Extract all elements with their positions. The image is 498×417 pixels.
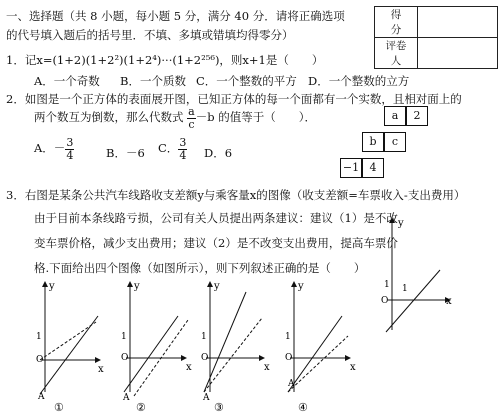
ref-origin: O [381, 296, 389, 306]
g4-origin: O [285, 353, 293, 363]
section-instructions: 的代号填入题后的括号里．不填、多填或错填均得零分） [6, 28, 294, 42]
q2-frac-den: c [188, 117, 195, 131]
q1-expression: x=(1+2)(1+2²)(1+2⁴)···(1+2²⁵⁶)，则x+1是（ ） [36, 53, 324, 67]
ref-x-label: x [446, 296, 452, 307]
question-3-line4: 格.下面给出四个图像（如图所示），则下列叙述正确的是（ ） [34, 261, 366, 275]
question-3-line1: 3．右图是某条公共汽车线路收支差额y与乘客量x的图像（收支差额=车票收入-支出费用） [6, 188, 466, 202]
q2-option-a-num: 3 [66, 136, 74, 149]
g2-caption: ② [136, 401, 146, 414]
q1-option-c[interactable]: C．一个整数的平方 [196, 74, 297, 88]
q2-text-pre: 两个数互为倒数，那么代数式 [34, 110, 184, 125]
score-label: 得 分 [375, 7, 418, 38]
g4-new-line [288, 336, 348, 392]
reference-graph [381, 218, 452, 332]
g2-point-a: A [123, 393, 130, 403]
graph-3 [201, 281, 270, 414]
g3-origin: O [201, 353, 209, 363]
grader-label: 评卷人 [375, 38, 418, 69]
g3-x-label: x [264, 362, 270, 373]
q2-option-c-num: 3 [179, 136, 187, 149]
g1-origin: O [36, 355, 44, 365]
q2-option-c-prefix: C． [158, 141, 179, 156]
g4-caption: ④ [298, 401, 308, 414]
q2-text-post: －b 的值等于（ ）． [195, 110, 316, 125]
q2-option-b[interactable]: B．－6 [106, 146, 145, 160]
ref-one-left: 1 [384, 280, 390, 290]
g3-caption: ③ [214, 401, 224, 414]
ref-one-right: 1 [402, 284, 408, 294]
q2-frac-num: a [188, 105, 195, 118]
net-cell-b: b [362, 132, 384, 152]
g2-one: 1 [121, 332, 127, 342]
graph-2 [121, 281, 192, 414]
g1-new-line [40, 322, 96, 360]
ref-line [386, 270, 440, 332]
question-3-line2: 由于目前本条线路亏损，公司有关人员提出两条建议：建议（1）是不改 [34, 211, 398, 225]
net-cell-minus-1: −1 [340, 158, 362, 178]
g4-y-label: y [298, 281, 304, 292]
graph-4 [285, 281, 356, 414]
g4-x-label: x [350, 362, 356, 373]
g3-point-a: A [203, 393, 210, 403]
section-title: 一、选择题（共 8 小题，每小题 5 分，满分 40 分．请将正确选项 [6, 9, 345, 23]
g3-one: 1 [201, 332, 207, 342]
q2-option-d[interactable]: D．6 [204, 146, 233, 160]
q2-option-c-den: 4 [179, 148, 187, 162]
q1-option-a[interactable]: A．一个奇数 [34, 74, 100, 88]
net-cell-4: 4 [362, 158, 384, 178]
g2-origin: O [121, 353, 129, 363]
question-2-line1: 2．如图是一个正方体的表面展开图，已知正方体的每一个面都有一个实数，且相对面上的 [6, 92, 462, 106]
q1-number: 1．记 [6, 53, 37, 67]
g1-one: 1 [36, 332, 42, 342]
graph-1 [36, 281, 104, 414]
g1-x-label: x [98, 364, 104, 375]
g1-y-label: y [49, 281, 55, 292]
q1-option-d[interactable]: D．一个整数的立方 [308, 74, 410, 88]
g3-new-line [204, 318, 262, 392]
g3-y-label: y [214, 281, 220, 292]
net-cell-c: c [384, 132, 406, 152]
g2-y-label: y [134, 281, 140, 292]
net-cell-2: 2 [406, 106, 428, 126]
g4-one: 1 [285, 332, 291, 342]
g1-original-line [40, 316, 98, 394]
q1-option-b[interactable]: B．一个质数 [120, 74, 186, 88]
q2-option-a-den: 4 [66, 148, 74, 162]
g2-x-label: x [186, 362, 192, 373]
g1-point-a: A [38, 392, 45, 402]
g4-original-line [288, 316, 342, 392]
ref-y-label: y [398, 218, 404, 229]
g4-point-a: A [288, 379, 295, 389]
question-3-line3: 变车票价格，减少支出费用；建议（2）是不改变支出费用，提高车票价 [34, 236, 398, 250]
g1-caption: ① [54, 401, 64, 414]
net-cell-a: a [384, 106, 406, 126]
g2-original-line [124, 316, 178, 392]
q2-option-a-prefix: A．－ [34, 141, 66, 156]
